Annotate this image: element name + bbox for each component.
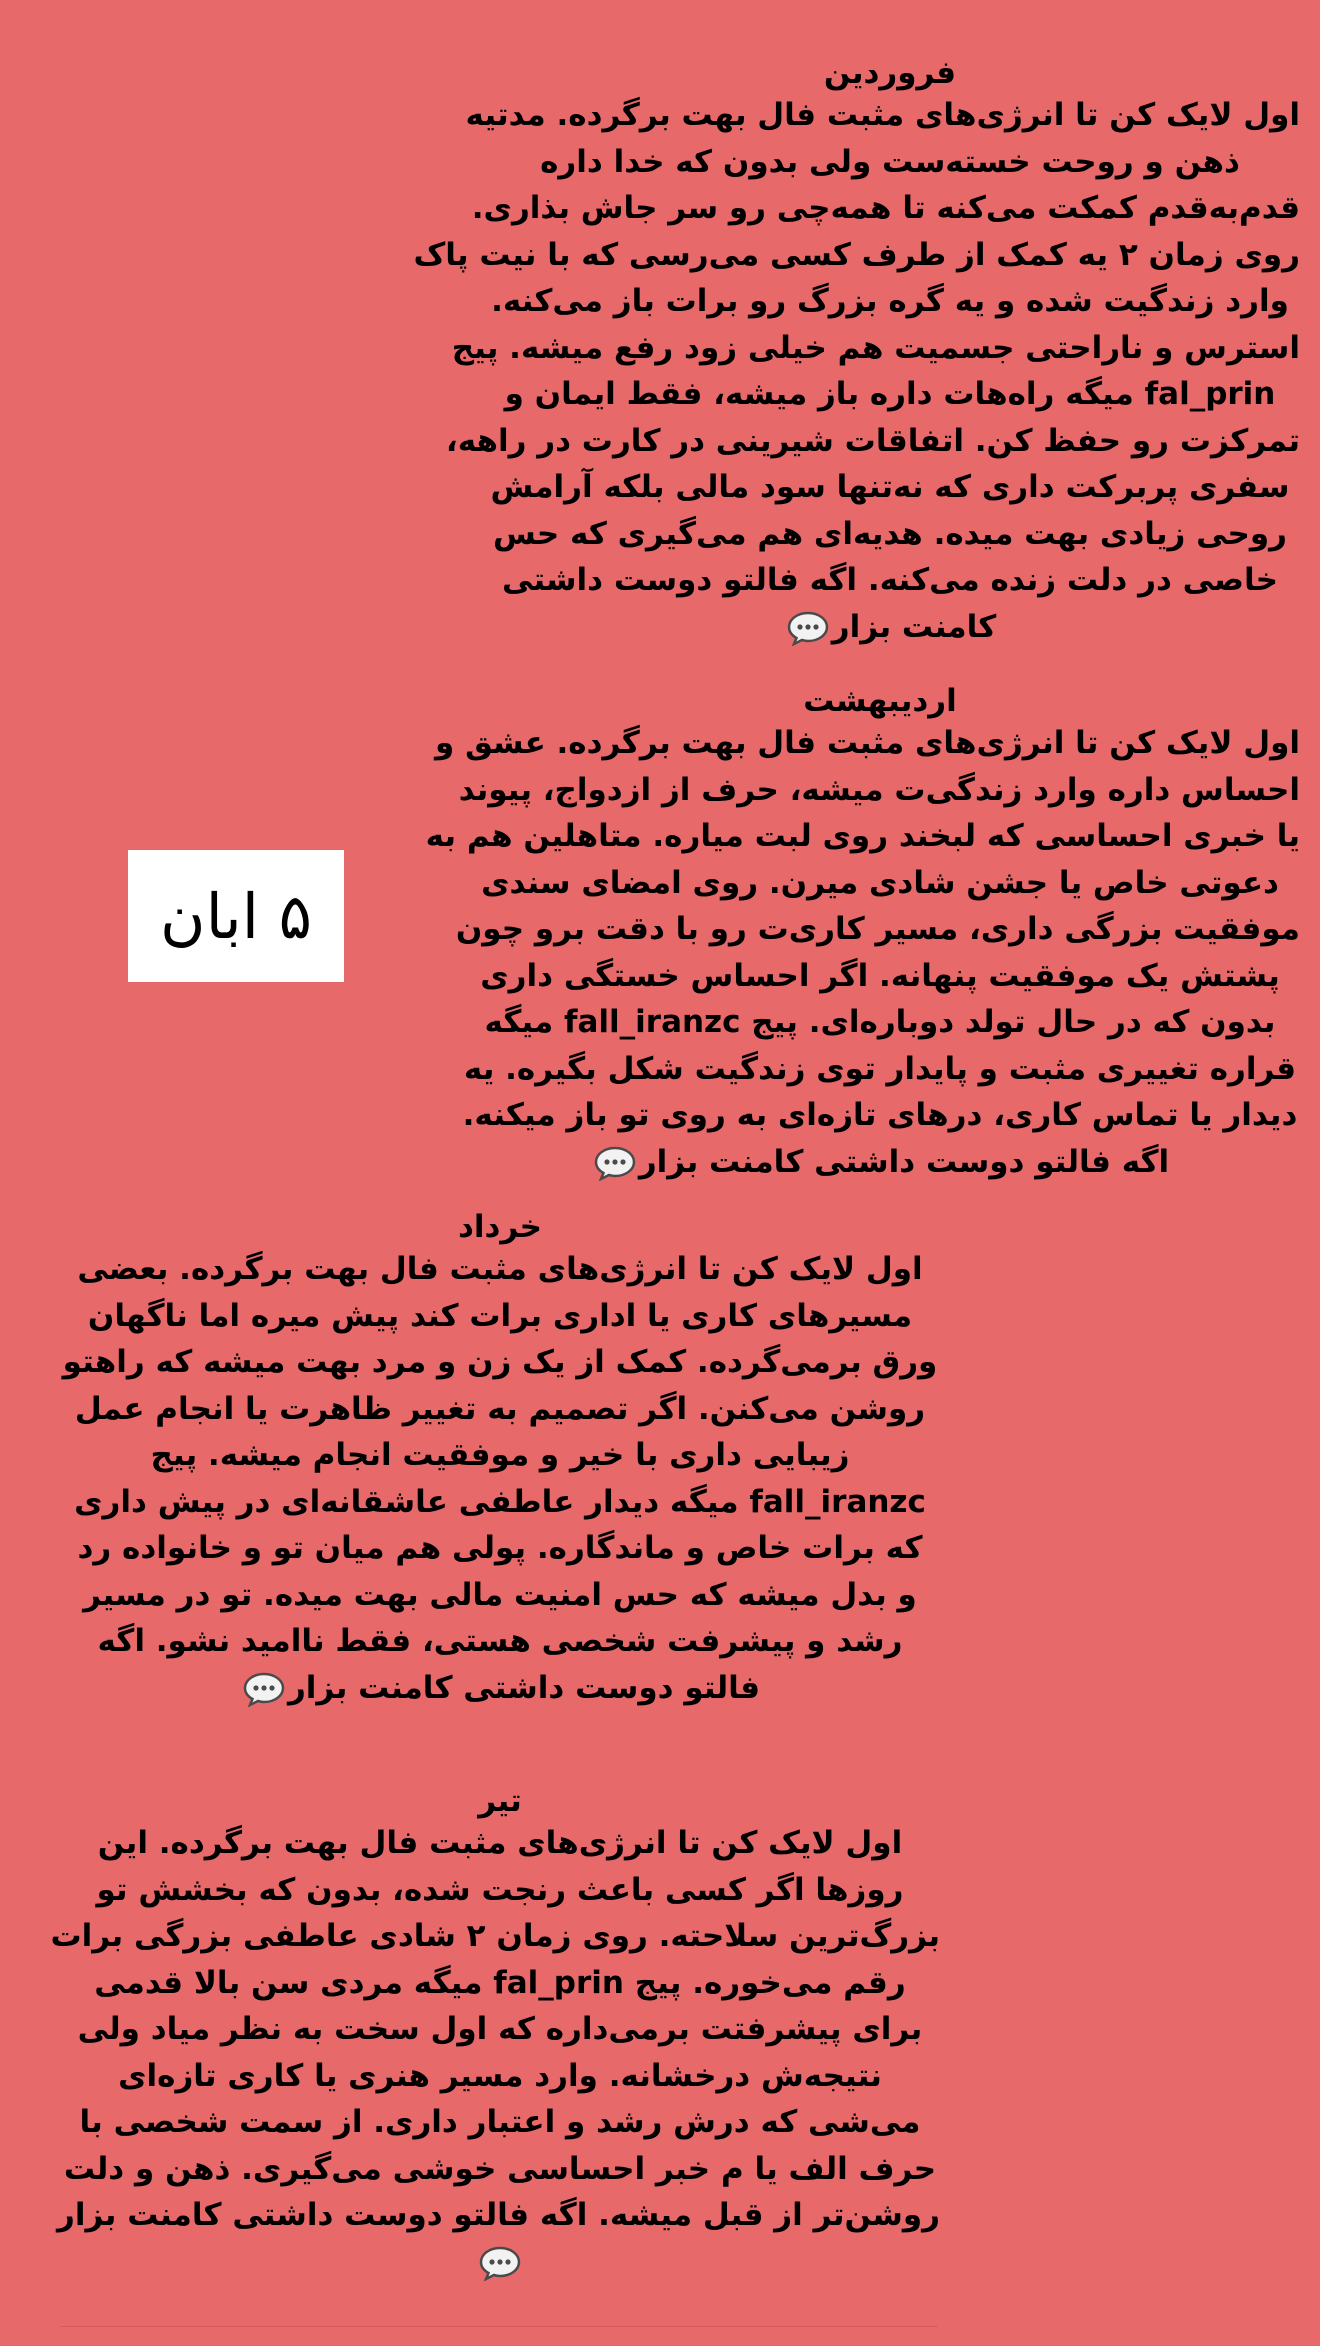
text-line: اول لایک کن تا انرژی‌های مثبت فال بهت برگرده. این xyxy=(97,1825,903,1861)
text-line: بزرگ‌ترین سلاحته. روی زمان ۲ شادی عاطفی بزرگی برات xyxy=(50,1918,940,1954)
text-line: دعوتی خاص یا جشن شادی میرن. روی امضای سندی xyxy=(481,864,1279,901)
section-tir xyxy=(50,1782,940,2285)
speech-bubble-icon xyxy=(478,2245,522,2281)
section-farvardin xyxy=(413,54,1300,650)
section-title: خرداد xyxy=(457,1209,543,1245)
text-line: روشن‌تر از قبل میشه. اگه فالتو دوست داشتی کامنت بزار xyxy=(57,2197,940,2233)
divider xyxy=(60,2326,938,2327)
text-line: نتیجه‌ش درخشانه. وارد مسیر هنری یا کاری تازه‌ای xyxy=(118,2057,882,2094)
text-line: وارد زندگیت شده و یه گره بزرگ رو برات باز می‌کنه. xyxy=(491,283,1289,319)
text-line: قدم‌به‌قدم کمکت می‌کنه تا همه‌چی رو سر جاش بذاری. xyxy=(471,190,1300,226)
text-line: می‌شی که درش رشد و اعتبار داری. از سمت شخصی با xyxy=(79,2104,921,2140)
text-line: و بدل میشه که حس امنیت مالی بهت میده. تو در مسیر xyxy=(83,1576,917,1613)
text-line: روزها اگر کسی باعث رنجت شده، بدون که بخشش تو xyxy=(96,1871,904,1908)
speech-bubble-icon xyxy=(593,1145,637,1181)
text-line: اول لایک کن تا انرژی‌های مثبت فال بهت برگرده. مدتیه xyxy=(465,97,1300,133)
text-line: موفقیت بزرگی داری، مسیر کاری‌ت رو با دقت برو چون xyxy=(455,911,1300,947)
text-line: مسیرهای کاری یا اداری برات کند پیش میره اما ناگهان xyxy=(87,1297,913,1334)
speech-bubble-icon xyxy=(786,610,830,646)
section-khordad xyxy=(60,1208,940,1711)
text-line: که برات خاص و ماندگاره. پولی هم میان تو و خانواده رد xyxy=(77,1530,923,1566)
text-line: بدون که در حال تولد دوباره‌ای. پیج fall_iranzc میگه xyxy=(484,1004,1276,1040)
speech-bubble-icon xyxy=(242,1671,286,1707)
text-line: اول لایک کن تا انرژی‌های مثبت فال بهت برگرده. عشق و xyxy=(435,725,1300,761)
section-title: فروردین xyxy=(823,55,957,91)
text-line: یا خبری احساسی که لبخند روی لبت میاره. متاهلین هم به xyxy=(425,818,1300,854)
text-line-with-icon xyxy=(60,1665,940,1712)
text-line: ذهن و روحت خسته‌ست ولی بدون که خدا داره xyxy=(540,143,1240,180)
text-line: احساس داره وارد زندگی‌ت میشه، حرف از ازدواج، پیوند xyxy=(458,771,1300,808)
section-title: اردیبهشت xyxy=(803,683,957,719)
text-line: تمرکزت رو حفظ کن. اتفاقات شیرینی در کارت در راهه، xyxy=(445,422,1300,459)
text-line-with-icon xyxy=(460,1139,1300,1186)
text-line: روی زمان ۲ یه کمک از طرف کسی می‌رسی که با نیت پاک xyxy=(413,236,1300,273)
text-line: زیبایی داری با خیر و موفقیت انجام میشه. پیج xyxy=(150,1437,850,1473)
text-line: پشتش یک موفقیت پنهانه. اگر احساس خستگی داری xyxy=(480,957,1280,994)
text-line: استرس و ناراحتی جسمیت هم خیلی زود رفع میشه. پیج xyxy=(451,329,1300,366)
text-line: رقم می‌خوره. پیج fal_prin میگه مردی سن بالا قدمی xyxy=(94,1964,906,2001)
text-line: اول لایک کن تا انرژی‌های مثبت فال بهت برگرده. بعضی xyxy=(77,1251,923,1287)
text-line: رشد و پیشرفت شخصی هستی، فقط ناامید نشو. اگه xyxy=(97,1623,903,1659)
icon-line xyxy=(60,2239,940,2286)
text-line: اگه فالتو دوست داشتی کامنت بزار xyxy=(638,1143,1170,1180)
text-line: سفری پربرکت داری که نه‌تنها سود مالی بلکه آرامش xyxy=(490,469,1290,505)
text-line: فالتو دوست داشتی کامنت بزار xyxy=(287,1669,761,1706)
text-line: fal_prin میگه راه‌هات داره باز میشه، فقط ایمان و xyxy=(504,376,1276,412)
text-line: خاصی در دلت زنده می‌کنه. اگه فالتو دوست داشتی xyxy=(502,562,1278,598)
text-line: روشن می‌کنن. اگر تصمیم به تغییر ظاهرت یا انجام عمل xyxy=(74,1390,926,1427)
section-title: تیر xyxy=(478,1783,522,1819)
text-line: برای پیشرفتت برمی‌داره که اول سخت به نظر میاد ولی xyxy=(77,2011,923,2047)
text-line: قراره تغییری مثبت و پایدار توی زندگیت شکل بگیره. یه xyxy=(463,1050,1297,1087)
date-label: ۵ ابان xyxy=(160,879,312,953)
text-line: کامنت بزار xyxy=(831,608,997,645)
text-line-with-icon xyxy=(480,604,1300,651)
text-line: حرف الف یا م خبر احساسی خوشی می‌گیری. ذهن و دلت xyxy=(63,2150,937,2187)
text-line: ورق برمی‌گرده. کمک از یک زن و مرد بهت میشه که راهتو xyxy=(62,1344,938,1380)
section-ordibehesht xyxy=(425,682,1300,1185)
date-badge xyxy=(128,850,344,982)
text-line: روحی زیادی بهت میده. هدیه‌ای هم می‌گیری که حس xyxy=(493,515,1287,552)
text-line: دیدار یا تماس کاری، درهای تازه‌ای به روی تو باز میکنه. xyxy=(462,1097,1298,1133)
text-line: fall_iranzc میگه دیدار عاطفی عاشقانه‌ای در پیش داری xyxy=(74,1483,926,1520)
